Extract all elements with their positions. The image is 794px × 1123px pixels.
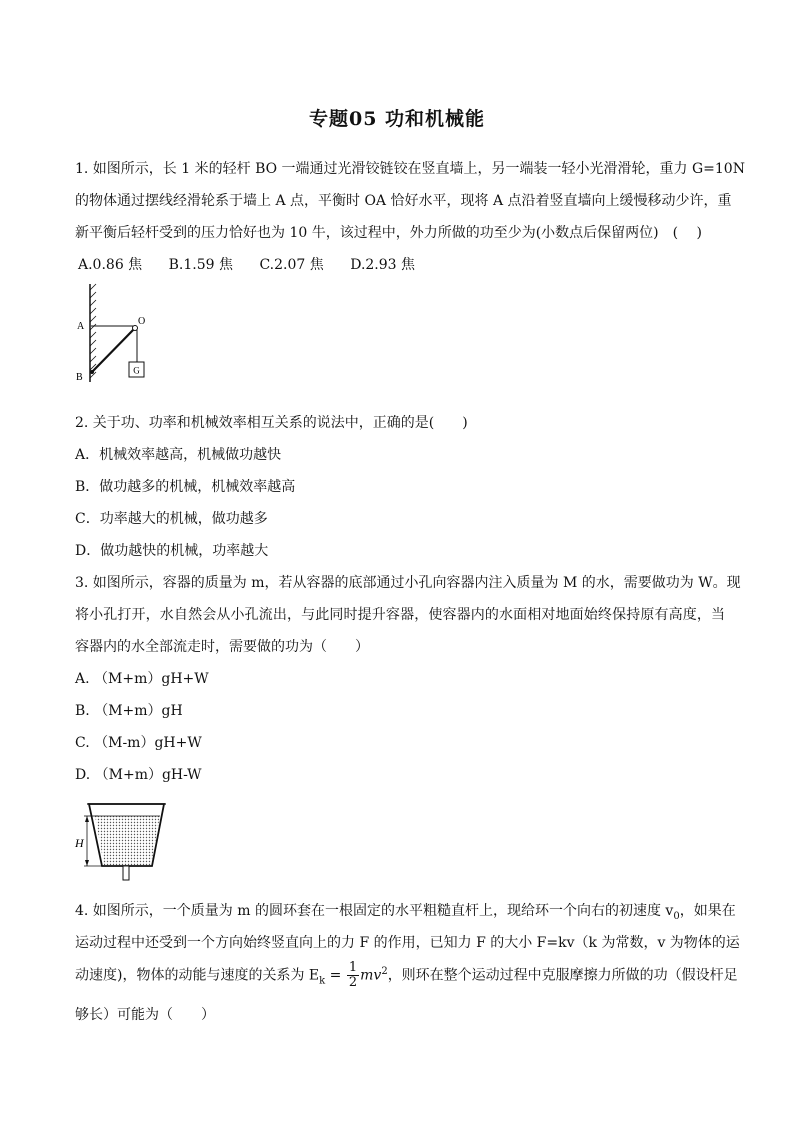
q4-v0-subscript: 0 — [673, 910, 680, 922]
q4-equals: = — [325, 967, 346, 984]
q1-option-b: B.1.59 焦 — [168, 257, 234, 273]
q2-option-a: A．机械效率越高，机械做功越快 — [75, 447, 282, 463]
q1-option-d: D.2.93 焦 — [350, 257, 416, 273]
q1-figure-label-g: G — [133, 365, 140, 376]
q3-figure-label-h: H — [75, 836, 84, 850]
q2-option-c: C．功率越大的机械，做功越多 — [75, 511, 268, 527]
q4-mv: mv — [360, 967, 382, 984]
q4-line-3-tail: ，则环在整个运动过程中克服摩擦力所做的功（假设杆足 — [387, 967, 738, 984]
q1-option-a: A.0.86 焦 — [78, 257, 143, 273]
q1-line-3: 新平衡后轻杆受到的压力恰好也为 10 牛，该过程中，外力所做的功至少为(小数点后保留两位) ( ) — [75, 225, 703, 241]
q2-stem: 2. 关于功、功率和机械效率相互关系的说法中，正确的是( ) — [75, 415, 468, 431]
q1-figure-label-a: A — [77, 321, 85, 332]
q3-line-3: 容器内的水全部流走时，需要做的功为（ ） — [75, 639, 369, 655]
page-title: 专题05 功和机械能 — [308, 108, 486, 130]
q4-line-4: 够长）可能为（ ） — [75, 1007, 215, 1023]
q1-option-c: C.2.07 焦 — [259, 257, 324, 273]
q1-figure-pulley-rod — [74, 282, 164, 388]
q4-line-1 — [75, 902, 736, 926]
q4-line-3 — [75, 957, 738, 996]
q4-mv-exponent: 2 — [381, 966, 388, 977]
q3-option-a: A. （M+m）gH+W — [75, 671, 209, 687]
q2-option-d: D．做功越快的机械，功率越大 — [75, 543, 269, 559]
q1-options — [78, 256, 437, 274]
q4-line-1-tail: ，如果在 — [679, 903, 736, 919]
q4-fraction-denominator: 2 — [348, 975, 358, 991]
q4-ek-subscript: k — [319, 975, 326, 987]
q3-option-d: D. （M+m）gH-W — [75, 767, 202, 783]
q3-option-c: C. （M-m）gH+W — [75, 735, 202, 751]
q1-figure-label-b: B — [76, 372, 83, 383]
q3-line-1: 3. 如图所示，容器的质量为 m，若从容器的底部通过小孔向容器内注入质量为 M 的水，需要做功为 W。现 — [75, 575, 741, 591]
q4-line-3-text: 动速度)，物体的动能与速度的关系为 E — [75, 967, 320, 984]
q4-line-2: 运动过程中还受到一个方向始终竖直向上的力 F 的作用，已知力 F 的大小 F=kv（k 为常数，v 为物体的运 — [75, 935, 740, 951]
q4-line-1-text: 4. 如图所示，一个质量为 m 的圆环套在一根固定的水平粗糙直杆上，现给环一个向右的初速度 v — [75, 903, 674, 919]
q2-option-b: B．做功越多的机械，机械效率越高 — [75, 479, 296, 495]
q1-figure-label-o: O — [138, 316, 146, 327]
q4-fraction-numerator: 1 — [348, 960, 358, 976]
q3-line-2: 将小孔打开，水自然会从小孔流出，与此同时提升容器，使容器内的水面相对地面始终保持原有高度，当 — [75, 607, 725, 623]
q3-option-b: B. （M+m）gH — [75, 703, 183, 719]
q1-line-2: 的物体通过摆线经滑轮系于墙上 A 点，平衡时 OA 恰好水平，现将 A 点沿着竖直墙向上缓慢移动少许，重 — [75, 193, 732, 209]
q4-fraction — [347, 961, 359, 990]
q3-figure-container — [70, 800, 170, 886]
q1-line-1: 1. 如图所示，长 1 米的轻杆 BO 一端通过光滑铰链铰在竖直墙上，另一端装一轻小光滑滑轮，重力 G=10N — [75, 161, 745, 177]
